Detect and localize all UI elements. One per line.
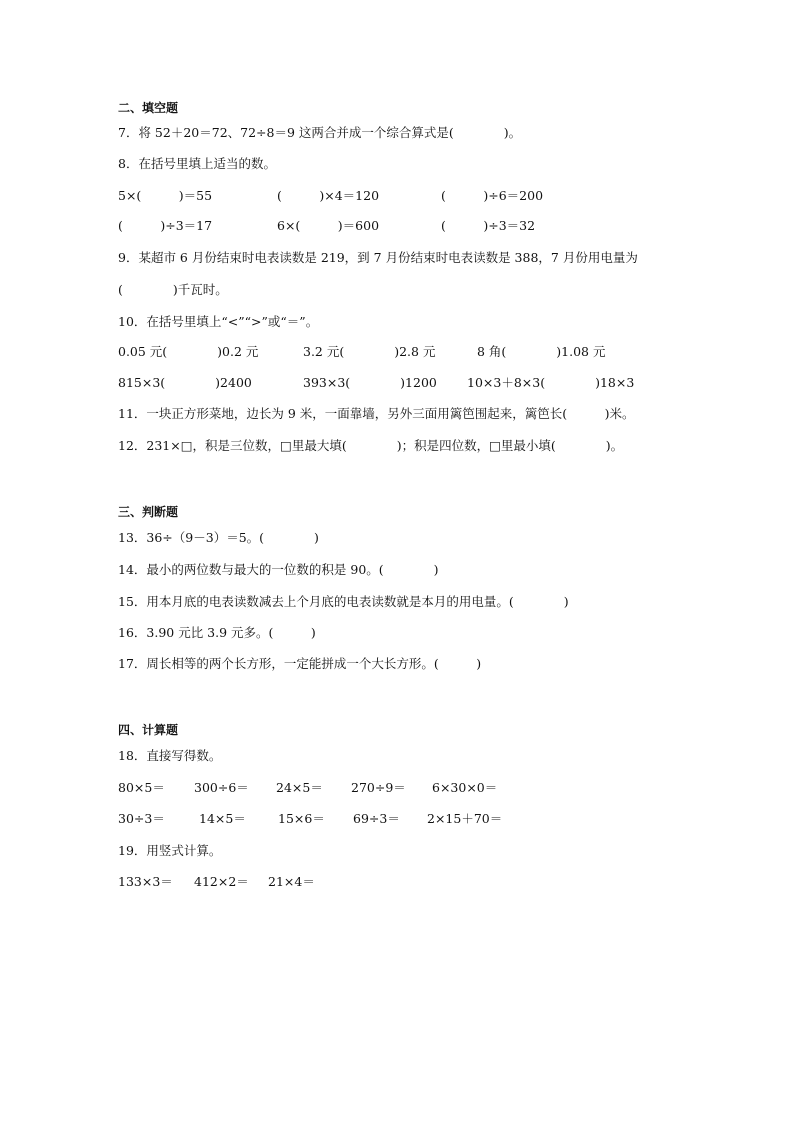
question-9-line-1: 9．某超市 6 月份结束时电表读数是 219，到 7 月份结束时电表读数是 388，7 月份用电量为	[118, 250, 638, 265]
q8-item-4: ( )÷3＝17	[118, 218, 213, 233]
q18-item-8: 15×6＝	[278, 811, 325, 826]
section-title-calc: 四、计算题	[118, 723, 179, 737]
question-17: 17．周长相等的两个长方形，一定能拼成一个大长方形。( )	[118, 656, 482, 671]
q18-item-9: 69÷3＝	[353, 811, 400, 826]
q18-item-2: 300÷6＝	[194, 780, 249, 795]
q8-item-1: 5×( )＝55	[118, 188, 213, 203]
q10-item-4: 815×3( )2400	[118, 375, 252, 390]
q19-item-2: 412×2＝	[194, 874, 249, 889]
q10-item-2: 3.2 元( )2.8 元	[303, 344, 436, 359]
q18-item-10: 2×15＋70＝	[427, 811, 503, 826]
q19-item-3: 21×4＝	[268, 874, 315, 889]
q8-item-3: ( )÷6＝200	[441, 188, 544, 203]
question-7: 7．将 52＋20＝72、72÷8＝9 这两合并成一个综合算式是( )。	[118, 125, 522, 140]
q10-item-1: 0.05 元( )0.2 元	[118, 344, 259, 359]
q18-item-1: 80×5＝	[118, 780, 165, 795]
question-16: 16．3.90 元比 3.9 元多。( )	[118, 625, 316, 640]
question-13: 13．36÷（9－3）＝5。( )	[118, 530, 319, 545]
question-18: 18．直接写得数。	[118, 748, 222, 763]
question-12: 12．231×□，积是三位数，□里最大填( )；积是四位数，□里最小填( )。	[118, 438, 624, 453]
question-15: 15．用本月底的电表读数减去上个月底的电表读数就是本月的用电量。( )	[118, 594, 569, 609]
section-title-judge: 三、判断题	[118, 505, 179, 519]
q19-item-1: 133×3＝	[118, 874, 173, 889]
question-19: 19．用竖式计算。	[118, 843, 222, 858]
q18-item-4: 270÷9＝	[351, 780, 406, 795]
q8-item-5: 6×( )＝600	[277, 218, 380, 233]
q8-item-6: ( )÷3＝32	[441, 218, 536, 233]
q18-item-7: 14×5＝	[199, 811, 246, 826]
question-8: 8．在括号里填上适当的数。	[118, 156, 276, 171]
question-9-line-2: ( )千瓦时。	[118, 282, 228, 297]
q18-item-5: 6×30×0＝	[432, 780, 498, 795]
q18-item-3: 24×5＝	[276, 780, 323, 795]
question-10: 10．在括号里填上“<”“>”或“＝”。	[118, 314, 319, 329]
section-title-fill-blank: 二、填空题	[118, 101, 179, 115]
q10-item-3: 8 角( )1.08 元	[477, 344, 606, 359]
q10-item-6: 10×3＋8×3( )18×3	[467, 375, 635, 390]
q8-item-2: ( )×4＝120	[277, 188, 380, 203]
question-14: 14．最小的两位数与最大的一位数的积是 90。( )	[118, 562, 439, 577]
q10-item-5: 393×3( )1200	[303, 375, 437, 390]
q18-item-6: 30÷3＝	[118, 811, 165, 826]
question-11: 11．一块正方形菜地，边长为 9 米，一面靠墙，另外三面用篱笆围起来，篱笆长( )米。	[118, 406, 635, 421]
